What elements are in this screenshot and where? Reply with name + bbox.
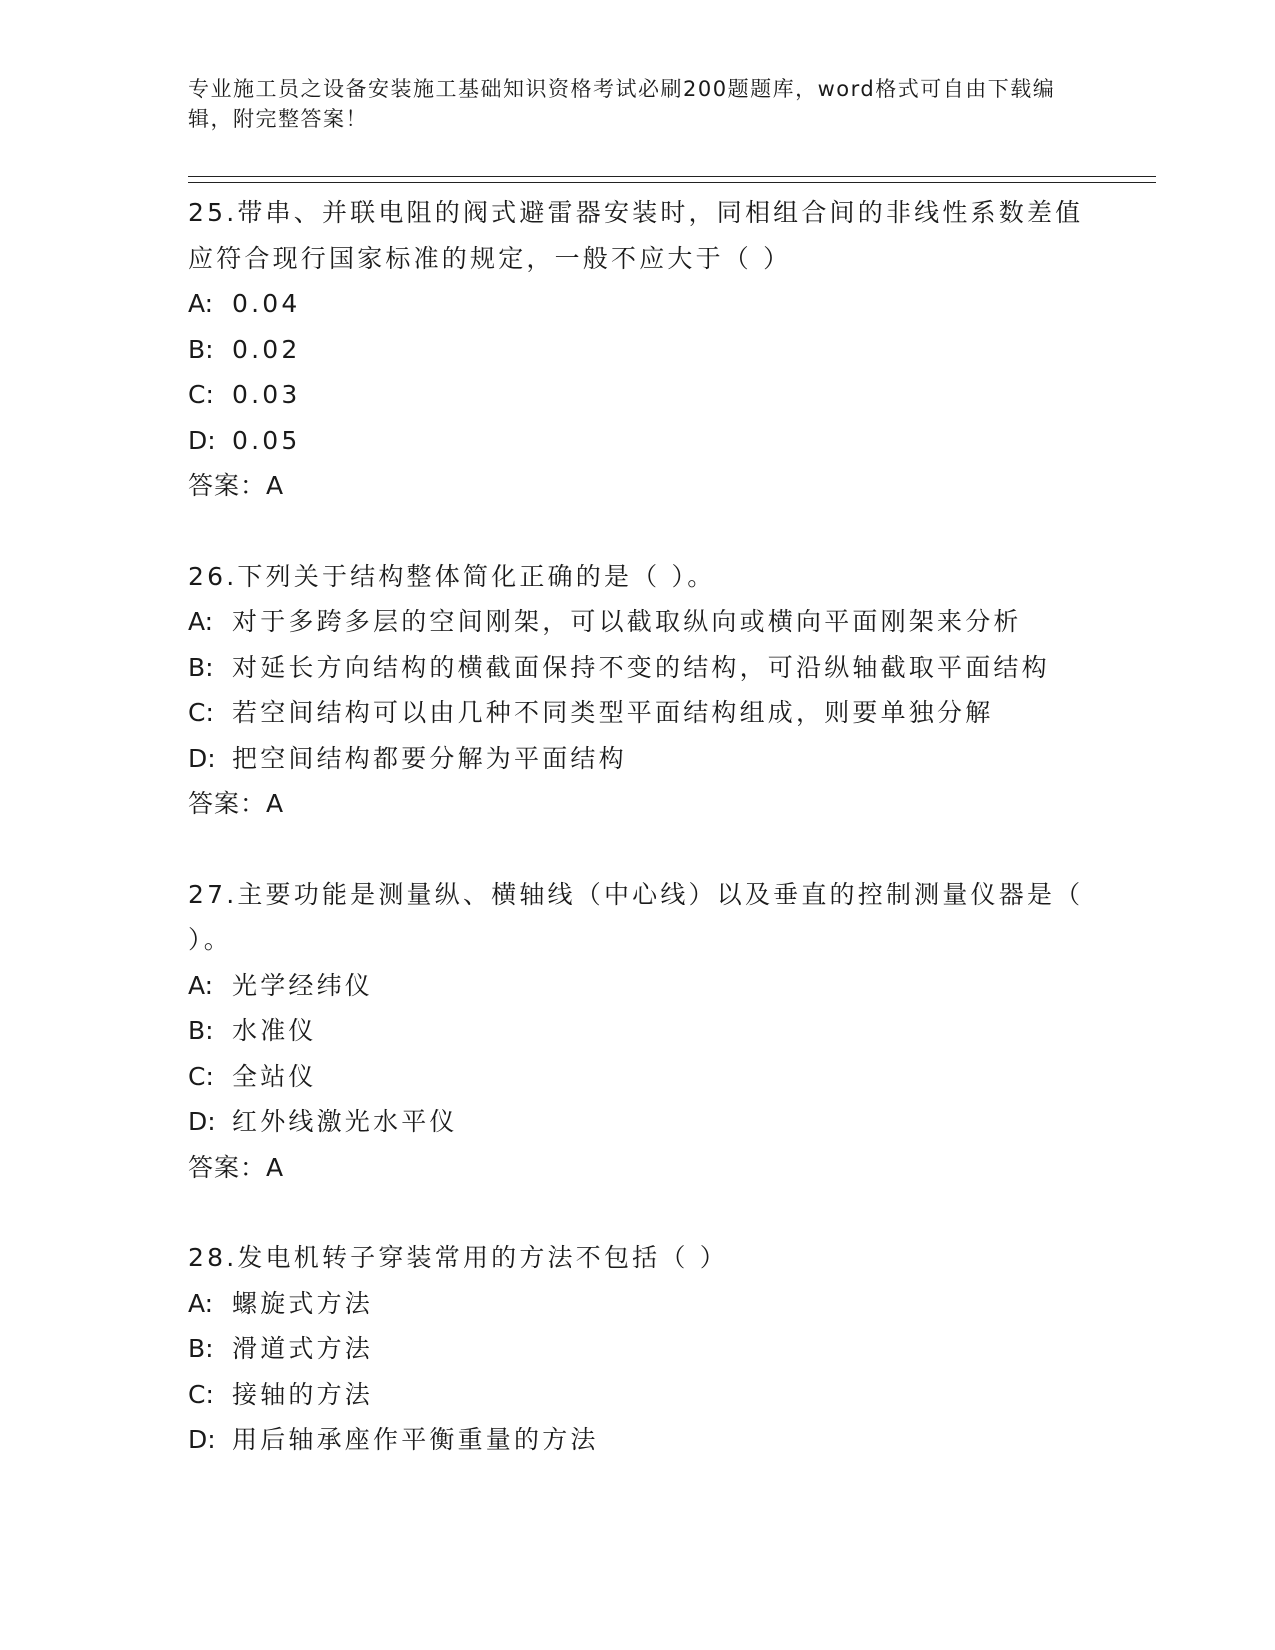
- question-stem: 25.带串、并联电阻的阀式避雷器安装时，同相组合间的非线性系数差值应符合现行国家标准的规定，一般不应大于（ ）: [188, 198, 1084, 273]
- option-b: [188, 1008, 1088, 1054]
- option-text: 0.05: [232, 425, 301, 455]
- question-26: [188, 554, 1088, 827]
- option-d: [188, 1417, 1088, 1463]
- option-text: 0.02: [232, 334, 301, 364]
- option-letter: C:: [188, 1061, 214, 1091]
- option-text: 0.03: [232, 380, 301, 409]
- question-stem: 28.发电机转子穿装常用的方法不包括（ ）: [188, 1243, 728, 1272]
- question-spacer: [188, 827, 1088, 872]
- option-text: 0.04: [232, 289, 301, 318]
- option-text: 光学经纬仪: [232, 970, 374, 1000]
- question-27: [188, 872, 1088, 1191]
- option-letter: B:: [188, 652, 214, 682]
- option-a: [188, 281, 1088, 327]
- option-letter: D:: [188, 743, 216, 773]
- question-28: [188, 1235, 1088, 1463]
- option-c: [188, 1372, 1088, 1418]
- question-stem: 26.下列关于结构整体简化正确的是（ ）。: [188, 561, 716, 591]
- header-divider-top: [188, 176, 1156, 177]
- option-b: [188, 1326, 1088, 1372]
- option-letter: C:: [188, 380, 214, 409]
- header-divider-bottom: [188, 182, 1156, 183]
- question-stem: 27.主要功能是测量纵、横轴线（中心线）以及垂直的控制测量仪器是（ ）。: [188, 879, 1084, 954]
- option-letter: D:: [188, 425, 216, 455]
- answer-line: 答案：A: [188, 789, 285, 818]
- option-text: 滑道式方法: [232, 1334, 374, 1363]
- question-spacer: [188, 1190, 1088, 1235]
- option-a: [188, 1281, 1088, 1327]
- option-text: 把空间结构都要分解为平面结构: [232, 743, 627, 773]
- option-text: 对于多跨多层的空间刚架，可以截取纵向或横向平面刚架来分析: [232, 607, 1022, 636]
- document-header: 专业施工员之设备安装施工基础知识资格考试必刷200题题库，word格式可自由下载编辑，附完整答案！: [188, 77, 1056, 131]
- answer-line: 答案：A: [188, 1152, 285, 1182]
- option-text: 接轴的方法: [232, 1379, 374, 1409]
- option-d: [188, 1099, 1088, 1145]
- option-letter: B:: [188, 1334, 214, 1363]
- question-spacer: [188, 509, 1088, 554]
- question-25: [188, 190, 1088, 509]
- option-text: 螺旋式方法: [232, 1288, 374, 1318]
- option-letter: C:: [188, 698, 214, 727]
- option-letter: A:: [188, 970, 214, 1000]
- option-a: [188, 963, 1088, 1009]
- option-text: 对延长方向结构的横截面保持不变的结构，可沿纵轴截取平面结构: [232, 652, 1050, 682]
- option-letter: A:: [188, 1288, 214, 1318]
- option-letter: A:: [188, 289, 214, 318]
- option-b: [188, 327, 1088, 373]
- option-letter: C:: [188, 1379, 214, 1409]
- answer-line: 答案：A: [188, 471, 285, 500]
- option-d: [188, 736, 1088, 782]
- option-text: 水准仪: [232, 1016, 317, 1045]
- option-a: [188, 599, 1088, 645]
- option-text: 若空间结构可以由几种不同类型平面结构组成，则要单独分解: [232, 698, 994, 727]
- option-c: [188, 1054, 1088, 1100]
- option-b: [188, 645, 1088, 691]
- option-text: 红外线激光水平仪: [232, 1107, 458, 1136]
- option-c: [188, 690, 1088, 736]
- option-letter: A:: [188, 607, 214, 636]
- option-letter: D:: [188, 1425, 216, 1454]
- option-text: 全站仪: [232, 1061, 317, 1091]
- option-letter: B:: [188, 1016, 214, 1045]
- option-letter: B:: [188, 334, 214, 364]
- option-letter: D:: [188, 1107, 216, 1136]
- option-c: [188, 372, 1088, 418]
- option-d: [188, 418, 1088, 464]
- question-list: [188, 190, 1088, 1463]
- option-text: 用后轴承座作平衡重量的方法: [232, 1425, 599, 1454]
